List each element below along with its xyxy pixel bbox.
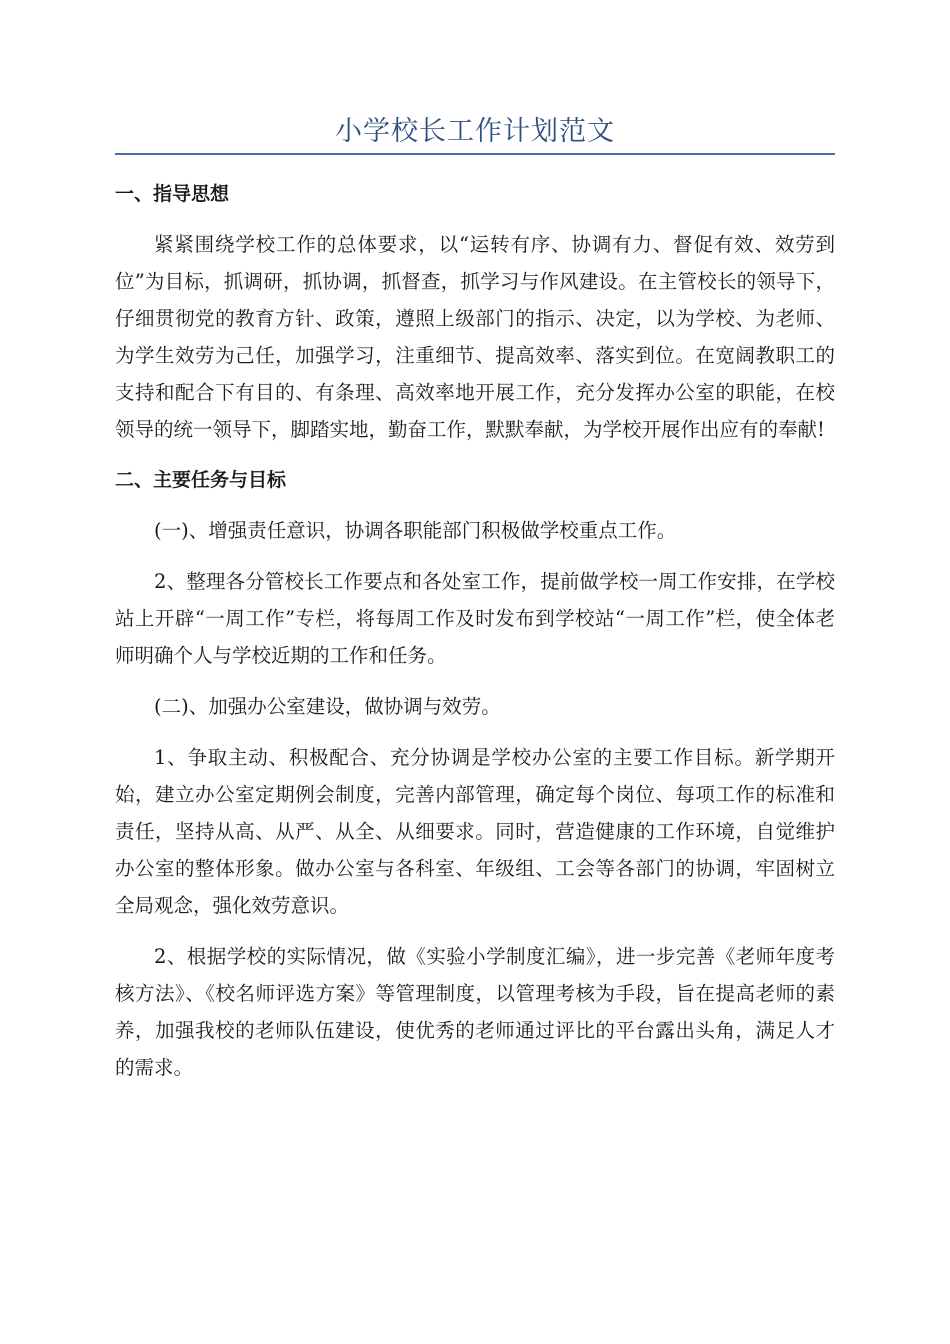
paragraph: 1、争取主动、积极配合、充分协调是学校办公室的主要工作目标。新学期开始，建立办公室定期例会制度，完善内部管理，确定每个岗位、每项工作的标准和责任，坚持从高、从严、从全、从细要求。同时，营造健康的工作环境，自觉维护办公室的整体形象。做办公室与各科室、年级组、工会等各部门的协调，牢固树立全局观念，强化效劳意识。 bbox=[115, 746, 835, 917]
title-underline bbox=[115, 153, 835, 155]
section-main-tasks bbox=[115, 462, 835, 1086]
section-guiding-thought bbox=[115, 176, 835, 448]
section-heading: 二、主要任务与目标 bbox=[115, 469, 287, 491]
paragraph: 紧紧围绕学校工作的总体要求，以“运转有序、协调有力、督促有效、效劳到位”为目标，抓调研，抓协调，抓督查，抓学习与作风建设。在主管校长的领导下，仔细贯彻党的教育方针、政策，遵照上级部门的指示、决定，以为学校、为老师、为学生效劳为己任，加强学习，注重细节、提高效率、落实到位。在宽阔教职工的支持和配合下有目的、有条理、高效率地开展工作，充分发挥办公室的职能，在校领导的统一领导下，脚踏实地，勤奋工作，默默奉献，为学校开展作出应有的奉献! bbox=[115, 233, 835, 441]
paragraph: (二)、加强办公室建设，做协调与效劳。 bbox=[154, 695, 501, 718]
paragraph: 2、根据学校的实际情况，做《实验小学制度汇编》，进一步完善《老师年度考核方法》、《校名师评选方案》等管理制度，以管理考核为手段，旨在提高老师的素养，加强我校的老师队伍建设，使优秀的老师通过评比的平台露出头角，满足人才的需求。 bbox=[115, 945, 835, 1079]
paragraph: 2、整理各分管校长工作要点和各处室工作，提前做学校一周工作安排，在学校站上开辟“一周工作”专栏，将每周工作及时发布到学校站“一周工作”栏，使全体老师明确个人与学校近期的工作和任务。 bbox=[115, 570, 835, 667]
paragraph: (一)、增强责任意识，协调各职能部门积极做学校重点工作。 bbox=[154, 519, 677, 542]
document-title: 小学校长工作计划范文 bbox=[335, 116, 615, 147]
document-body bbox=[115, 176, 835, 1086]
section-heading: 一、指导思想 bbox=[115, 183, 230, 205]
